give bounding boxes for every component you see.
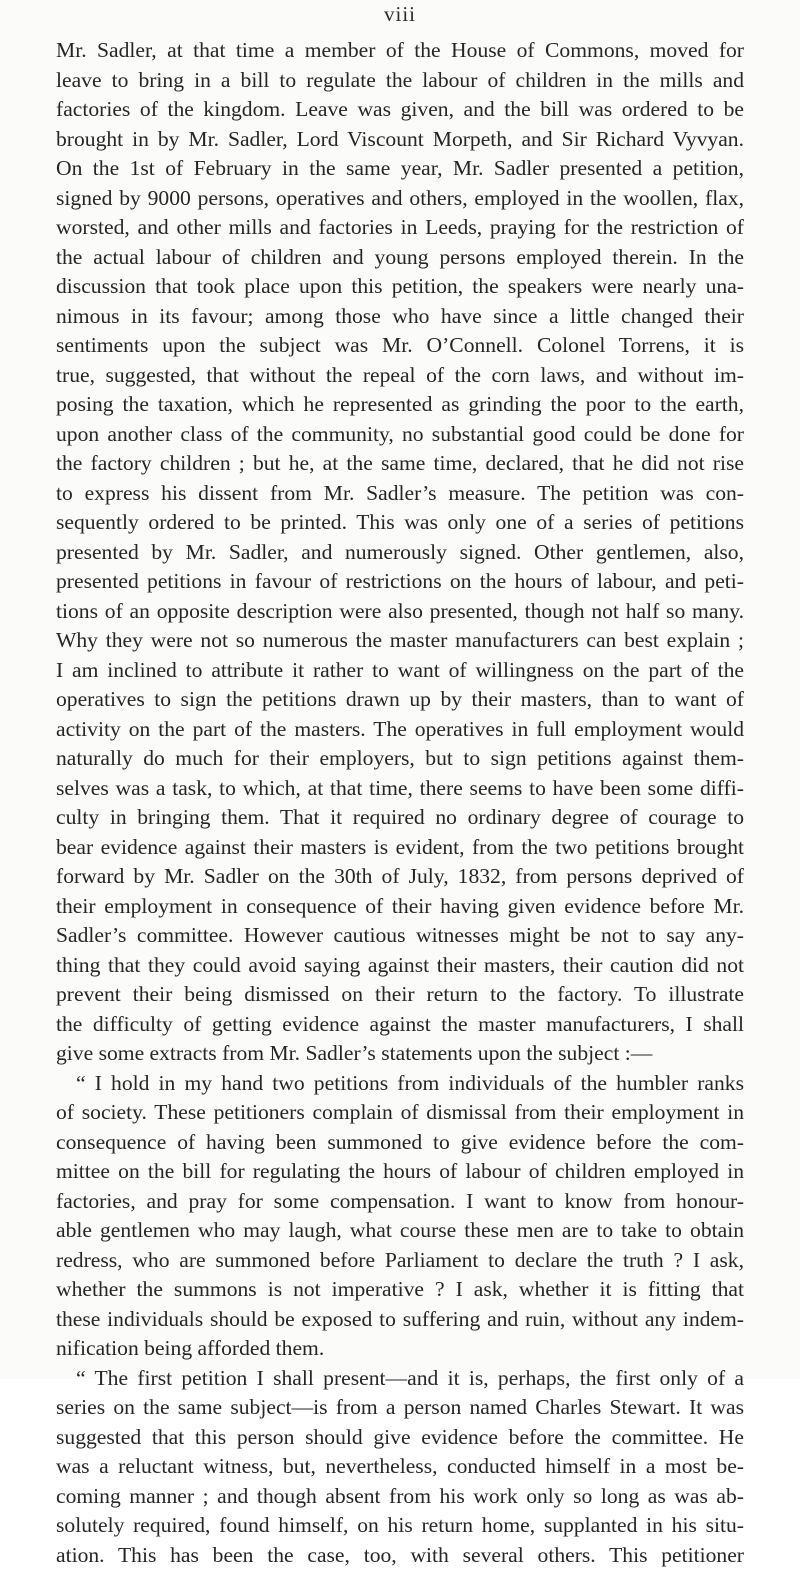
text-line: I am inclined to attribute it rather to want of willingness on the part of the (56, 656, 744, 686)
text-line: leave to bring in a bill to regulate the labour of children in the mills and (56, 66, 744, 96)
text-line: naturally do much for their employers, but to sign petitions against them- (56, 744, 744, 774)
text-line: thing that they could avoid saying against their masters, their caution did not (56, 951, 744, 981)
text-line: true, suggested, that without the repeal of the corn laws, and without im- (56, 361, 744, 391)
text-line: to express his dissent from Mr. Sadler’s measure. The petition was con- (56, 479, 744, 509)
text-line: nification being afforded them. (56, 1334, 744, 1364)
text-line: presented petitions in favour of restrictions on the hours of labour, and peti- (56, 567, 744, 597)
text-line: activity on the part of the masters. The operatives in full employment would (56, 715, 744, 745)
text-line: Mr. Sadler, at that time a member of the House of Commons, moved for (56, 36, 744, 66)
text-line: the difficulty of getting evidence against the master manufacturers, I shall (56, 1010, 744, 1040)
text-line: ation. This has been the case, too, with several others. This petitioner (56, 1541, 744, 1570)
text-line: sentiments upon the subject was Mr. O’Connell. Colonel Torrens, it is (56, 331, 744, 361)
text-line: able gentlemen who may laugh, what course these men are to take to obtain (56, 1216, 744, 1246)
page-number: viii (0, 2, 800, 27)
text-line: whether the summons is not imperative ? I ask, whether it is fitting that (56, 1275, 744, 1305)
text-line: worsted, and other mills and factories in Leeds, praying for the restriction of (56, 213, 744, 243)
text-line: suggested that this person should give evidence before the committee. He (56, 1423, 744, 1453)
text-line: coming manner ; and though absent from his work only so long as was ab- (56, 1482, 744, 1512)
text-line: presented by Mr. Sadler, and numerously signed. Other gentlemen, also, (56, 538, 744, 568)
text-line: forward by Mr. Sadler on the 30th of July, 1832, from persons deprived of (56, 862, 744, 892)
text-line: posing the taxation, which he represented as grinding the poor to the earth, (56, 390, 744, 420)
text-line: factories of the kingdom. Leave was given, and the bill was ordered to be (56, 95, 744, 125)
text-line: prevent their being dismissed on their return to the factory. To illustrate (56, 980, 744, 1010)
text-line: brought in by Mr. Sadler, Lord Viscount Morpeth, and Sir Richard Vyvyan. (56, 125, 744, 155)
text-line: Why they were not so numerous the master manufacturers can best explain ; (56, 626, 744, 656)
text-line: the actual labour of children and young persons employed therein. In the (56, 243, 744, 273)
text-line: nimous in its favour; among those who have since a little changed their (56, 302, 744, 332)
text-line: the factory children ; but he, at the same time, declared, that he did not rise (56, 449, 744, 479)
text-line: their employment in consequence of their having given evidence before Mr. (56, 892, 744, 922)
text-line: signed by 9000 persons, operatives and others, employed in the woollen, flax, (56, 184, 744, 214)
text-line: Sadler’s committee. However cautious witnesses might be not to say any- (56, 921, 744, 951)
text-line: solutely required, found himself, on his return home, supplanted in his situ- (56, 1511, 744, 1541)
text-line: On the 1st of February in the same year, Mr. Sadler presented a petition, (56, 154, 744, 184)
text-line: “ I hold in my hand two petitions from individuals of the humbler ranks (56, 1069, 744, 1099)
text-line: of society. These petitioners complain of dismissal from their employment in (56, 1098, 744, 1128)
text-line: redress, who are summoned before Parliament to declare the truth ? I ask, (56, 1246, 744, 1276)
text-line: these individuals should be exposed to suffering and ruin, without any indem- (56, 1305, 744, 1335)
text-line: culty in bringing them. That it required no ordinary degree of courage to (56, 803, 744, 833)
body-text (56, 36, 744, 1570)
text-line: bear evidence against their masters is evident, from the two petitions brought (56, 833, 744, 863)
text-line: “ The first petition I shall present—and it is, perhaps, the first only of a (56, 1364, 744, 1394)
text-line: selves was a task, to which, at that time, there seems to have been some diffi- (56, 774, 744, 804)
text-line: was a reluctant witness, but, nevertheless, conducted himself in a most be- (56, 1452, 744, 1482)
text-line: series on the same subject—is from a person named Charles Stewart. It was (56, 1393, 744, 1423)
text-line: give some extracts from Mr. Sadler’s statements upon the subject :— (56, 1039, 744, 1069)
text-line: factories, and pray for some compensation. I want to know from honour- (56, 1187, 744, 1217)
text-line: sequently ordered to be printed. This was only one of a series of petitions (56, 508, 744, 538)
text-line: consequence of having been summoned to give evidence before the com- (56, 1128, 744, 1158)
text-line: tions of an opposite description were also presented, though not half so many. (56, 597, 744, 627)
text-line: discussion that took place upon this petition, the speakers were nearly una- (56, 272, 744, 302)
text-line: upon another class of the community, no substantial good could be done for (56, 420, 744, 450)
text-line: operatives to sign the petitions drawn up by their masters, than to want of (56, 685, 744, 715)
text-line: mittee on the bill for regulating the hours of labour of children employed in (56, 1157, 744, 1187)
